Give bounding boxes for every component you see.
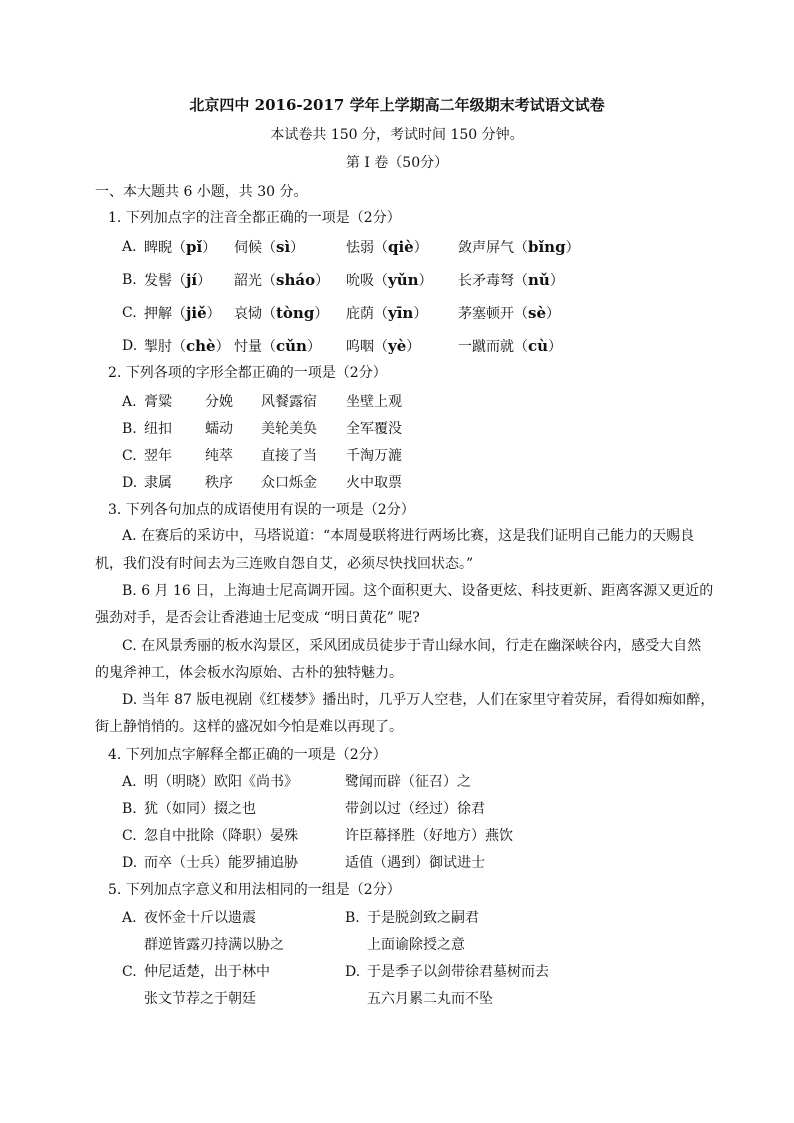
option-label: D. (345, 964, 361, 980)
option-label: C. (122, 305, 137, 321)
q2-item: 分娩 (205, 394, 233, 410)
q1-item: 哀恸（tòng） (234, 304, 329, 322)
q2-item: 风餐露宿 (261, 394, 317, 410)
q1-item: 怯弱（qiè） (346, 238, 428, 256)
q5-stem: 5. 下列加点字意义和用法相同的一组是（2分） (108, 882, 401, 898)
q5-line1: 夜怀金十斤以遗震 (144, 910, 256, 926)
q2-item: 隶属 (144, 475, 172, 491)
q1-item: 睥睨（pǐ） (144, 238, 217, 256)
option-label: B. (122, 272, 137, 288)
q4-left: 犹（如同）掇之也 (144, 801, 256, 817)
section-heading: 一、本大题共 6 小题，共 30 分。 (95, 184, 308, 200)
exam-subtitle: 本试卷共 150 分，考试时间 150 分钟。 (270, 127, 524, 143)
q4-left: 明（明晓）欧阳《尚书》 (144, 774, 298, 790)
option-label: C. (122, 448, 137, 464)
q4-left: 忽自中批除（降职）晏殊 (144, 828, 298, 844)
q5-line2: 群逆皆露刃持满以胁之 (144, 937, 284, 953)
q5-line2: 张文节荐之于朝廷 (144, 991, 256, 1007)
q2-item: 纯萃 (205, 448, 233, 464)
option-label: D. (122, 475, 138, 491)
q3-option-c-line1: C. 在风景秀丽的板水沟景区，采风团成员徒步于青山绿水间，行走在幽深峡谷内，感受大自然 (122, 638, 702, 654)
q1-item: 忖量（cǔn） (234, 337, 321, 355)
q3-option-a-line1: A. 在赛后的采访中，马塔说道：“本周曼联将进行两场比赛，这是我们证明自己能力的天赐良 (122, 528, 695, 544)
q5-line2: 五六月累二丸而不坠 (367, 991, 493, 1007)
q5-line1: 于是季子以剑带徐君墓树而去 (367, 964, 549, 980)
q5-line1: 于是脱剑致之嗣君 (367, 910, 479, 926)
q3-option-a-line2: 机，我们没有时间去为三连败自怨自艾，必须尽快找回状态。” (95, 556, 474, 572)
q3-option-d-line2: 街上静悄悄的。这样的盛况如今怕是难以再现了。 (95, 719, 403, 735)
q1-item: 庇荫（yīn） (346, 304, 428, 322)
option-label: C. (122, 828, 137, 844)
q2-item: 秩序 (205, 475, 233, 491)
option-label: B. (345, 910, 360, 926)
q2-item: 火中取票 (346, 475, 402, 491)
q1-item: 伺候（sì） (234, 238, 305, 256)
q3-option-b-line2: 强劲对手，是否会让香港迪士尼变成 “明日黄花” 呢? (95, 610, 420, 626)
option-label: A. (122, 910, 137, 926)
q1-item: 敛声屏气（bǐng） (458, 238, 580, 256)
q3-option-c-line2: 的鬼斧神工，体会板水沟原始、古朴的独特魅力。 (95, 665, 403, 681)
option-label: B. (122, 421, 137, 437)
q2-item: 美轮美奂 (261, 421, 317, 437)
option-label: A. (122, 394, 137, 410)
q1-item: 韶光（sháo） (234, 271, 330, 289)
q1-item: 一蹴而就（cù） (458, 337, 563, 355)
q3-option-b-line1: B. 6 月 16 日，上海迪士尼高调开园。这个面积更大、设备更炫、科技更新、距离客源又更近的 (122, 583, 714, 599)
q2-item: 膏粱 (144, 394, 172, 410)
option-label: B. (122, 801, 137, 817)
option-label: C. (122, 964, 137, 980)
option-label: D. (122, 338, 138, 354)
q1-item: 押解（jiě） (144, 304, 221, 322)
q5-line1: 仲尼适楚，出于林中 (144, 964, 270, 980)
q2-item: 全军覆没 (346, 421, 402, 437)
q2-stem: 2. 下列各项的字形全都正确的一项是（2分） (108, 365, 387, 381)
q1-stem: 1. 下列加点字的注音全都正确的一项是（2分） (108, 210, 401, 226)
q4-stem: 4. 下列加点字解释全都正确的一项是（2分） (108, 747, 387, 763)
q1-item: 发髻（jí） (144, 271, 212, 289)
q4-right: 许臣幕择胜（好地方）燕饮 (345, 828, 513, 844)
option-label: D. (122, 855, 138, 871)
q5-line2: 上面谕除授之意 (367, 937, 465, 953)
q1-item: 呜咽（yè） (346, 337, 421, 355)
q4-right: 适值（遇到）御试进士 (345, 855, 485, 871)
q2-item: 蠕动 (205, 421, 233, 437)
option-label: A. (122, 774, 137, 790)
exam-title: 北京四中 2016-2017 学年上学期高二年级期末考试语文试卷 (189, 96, 605, 114)
q3-option-d-line1: D. 当年 87 版电视剧《红楼梦》播出时，几乎万人空巷，人们在家里守着荧屏，看得如痴如醉， (122, 692, 715, 708)
q1-item: 掣肘（chè） (144, 337, 230, 355)
q2-item: 众口烁金 (261, 475, 317, 491)
q3-stem: 3. 下列各句加点的成语使用有误的一项是（2分） (108, 502, 415, 518)
q4-right: 带剑以过（经过）徐君 (345, 801, 485, 817)
option-label: A. (122, 239, 137, 255)
volume-heading: 第 I 卷（50分） (345, 155, 449, 171)
q4-left: 而卒（士兵）能罗捕追胁 (144, 855, 298, 871)
q2-item: 千淘万漉 (346, 448, 402, 464)
q2-item: 坐壁上观 (346, 394, 402, 410)
q1-item: 茅塞顿开（sè） (458, 304, 560, 322)
q1-item: 长矛毒弩（nǔ） (458, 271, 564, 289)
q4-right: 鹭闻而辟（征召）之 (345, 774, 471, 790)
q2-item: 直接了当 (261, 448, 317, 464)
q1-item: 吮吸（yǔn） (346, 271, 433, 289)
q2-item: 翌年 (144, 448, 172, 464)
q2-item: 纽扣 (144, 421, 172, 437)
